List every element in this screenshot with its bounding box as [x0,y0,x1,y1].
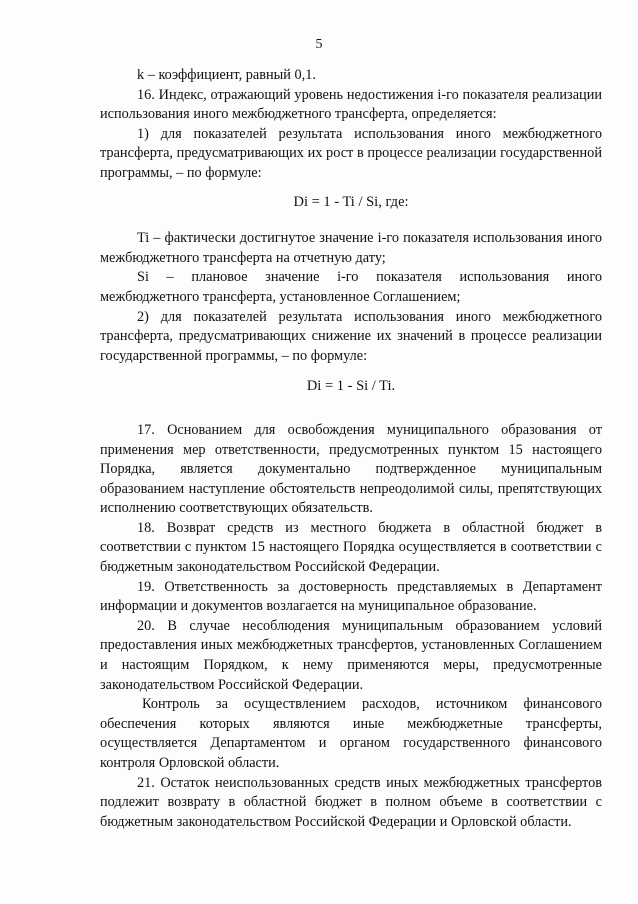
formula-2: Di = 1 - Si / Ti. [306,378,396,395]
paragraph-ti-definition: Ti – фактически достигнутое значение i-го показателя использования иного межбюджетного трансферта на отчетную дату; [100,230,602,266]
paragraph-si-definition: Si – плановое значение i-го показателя использования иного межбюджетного трансферта, установленное Соглашением; [100,269,602,305]
paragraph-16-1: 1) для показателей результата использования иного межбюджетного трансферта, предусматривающих их рост в процессе реализации государственной программы, – по формуле: [100,125,602,181]
paragraph-20: 20. В случае несоблюдения муниципальным образованием условий предоставления иных межбюджетных трансфертов, установленных Соглашением и настоящим Порядком, к нему применяются меры, предусмотренные законодательством Российской Федерации. [100,617,602,693]
document-body [100,66,602,832]
formula-1: Di = 1 - Ti / Si, где: [293,193,409,210]
page-number: 5 [315,37,323,52]
paragraph-control: Контроль за осуществлением расходов, источником финансового обеспечения которых являются иные межбюджетные трансферты, осуществляется Департаментом и органом государственного финансового контроля Орловской области. [100,696,602,771]
paragraph-21: 21. Остаток неиспользованных средств иных межбюджетных трансфертов подлежит возврату в областной бюджет в полном объеме в соответствии с бюджетным законодательством Российской Федерации и Орловской области. [100,774,602,830]
paragraph-16: 16. Индекс, отражающий уровень недостижения i-го показателя реализации использования иного межбюджетного трансферта, определяется: [100,86,602,123]
paragraph-k-definition: k – коэффициент, равный 0,1. [137,67,316,83]
paragraph-16-2: 2) для показателей результата использования иного межбюджетного трансферта, предусматривающих снижение их значений в процессе реализации государственной программы, – по формуле: [100,308,602,364]
paragraph-19: 19. Ответственность за достоверность представляемых в Департамент информации и документов возлагается на муниципальное образование. [100,578,602,615]
paragraph-17: 17. Основанием для освобождения муниципального образования от применения мер ответственности, предусмотренных пунктом 15 настоящего Порядка, является документально подтвержденное муниципальным образованием наступление обстоятельств непреодолимой силы, препятствующих исполнению соответствующих обязательств. [100,421,602,517]
paragraph-18: 18. Возврат средств из местного бюджета в областной бюджет в соответствии с пунктом 15 настоящего Порядка осуществляется в соответствии с бюджетным законодательством Российской Федерации. [100,519,602,576]
